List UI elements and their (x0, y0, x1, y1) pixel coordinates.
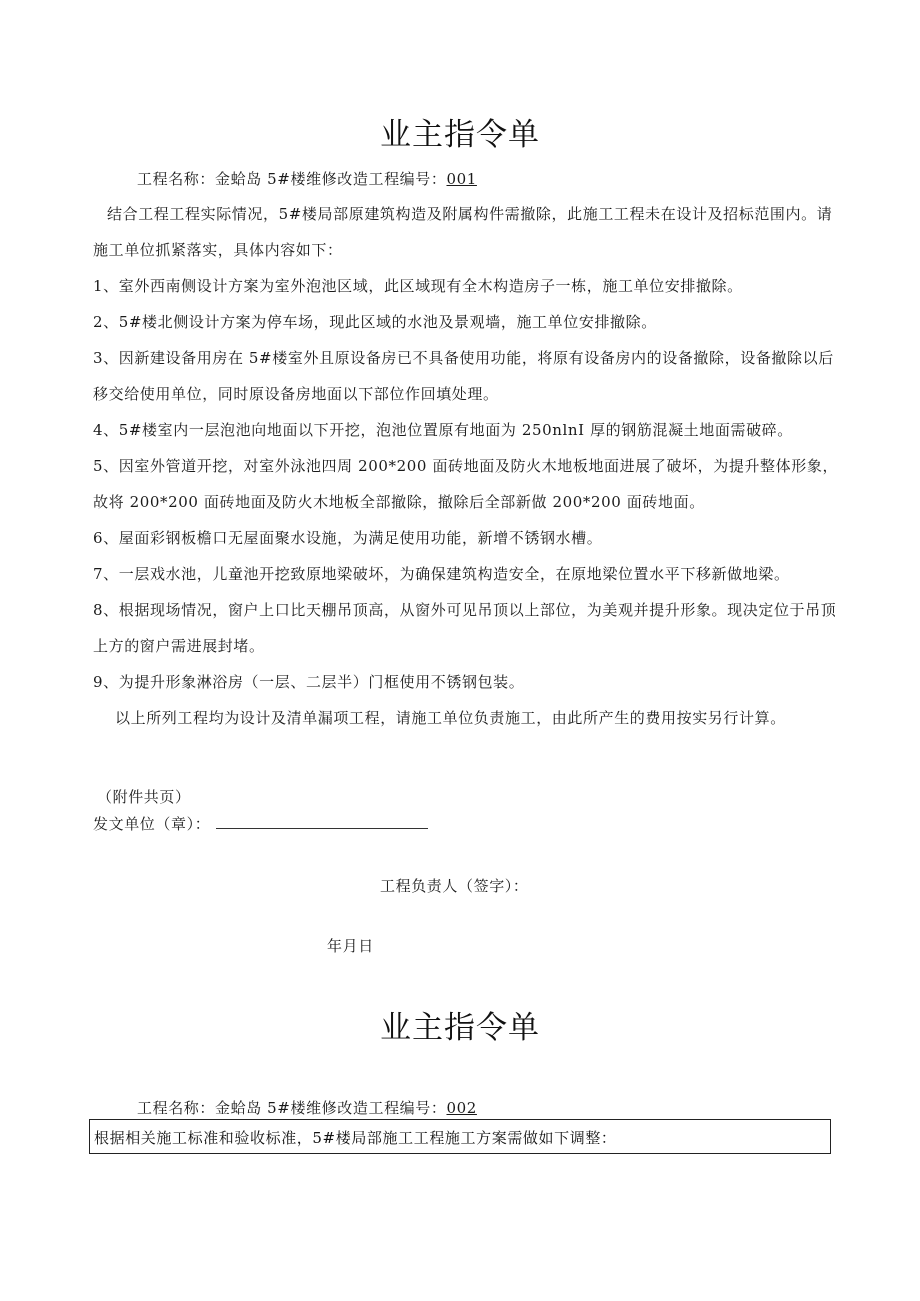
project-info-line (137, 168, 477, 189)
page-title: 业主指令单 (380, 117, 540, 153)
list-item: 5、因室外管道开挖，对室外泳池四周 200*200 面砖地面及防火木地板地面进展了破坏，为提升整体形象，故将 200*200 面砖地面及防火木地板全部撤除，撤除后全部新做 200*200 面砖地面。 (93, 457, 839, 511)
page-title-2: 业主指令单 (380, 1010, 540, 1046)
list-item: 6、屋面彩钢板檐口无屋面聚水设施，为满足使用功能，新增不锈钢水槽。 (93, 529, 603, 547)
list-item: 3、因新建设备用房在 5#楼室外且原设备房已不具备使用功能，将原有设备房内的设备撤除，设备撤除以后移交给使用单位，同时原设备房地面以下部位作回填处理。 (93, 349, 834, 403)
list-item: 4、5#楼室内一层泡池向地面以下开挖，泡池位置原有地面为 250nlnI 厚的钢筋混凝土地面需破碎。 (93, 421, 793, 439)
project-info-line-2 (137, 1097, 477, 1118)
instruction-box-text: 根据相关施工标准和验收标准，5#楼局部施工工程施工方案需做如下调整： (94, 1129, 617, 1147)
signer-label: 工程负责人（签字）： (380, 877, 529, 895)
list-item: 9、为提升形象淋浴房（一层、二层半）门框使用不锈钢包装。 (93, 673, 525, 691)
list-item: 1、室外西南侧设计方案为室外泡池区域，此区域现有全木构造房子一栋，施工单位安排撤除。 (93, 277, 743, 295)
list-item: 7、一层戏水池，儿童池开挖致原地梁破坏，为确保建筑构造安全，在原地梁位置水平下移新做地梁。 (93, 565, 790, 583)
instruction-box (89, 1119, 831, 1154)
project-number: 001 (446, 170, 477, 188)
intro-paragraph: 结合工程工程实际情况，5#楼局部原建筑构造及附属构件需撤除，此施工工程未在设计及招标范围内。请施工单位抓紧落实，具体内容如下： (93, 205, 833, 259)
project-number-2: 002 (446, 1099, 477, 1117)
project-info-prefix-2: 工程名称：金蛤岛 5#楼维修改造工程编号： (137, 1099, 447, 1117)
closing-paragraph: 以上所列工程均为设计及清单漏项工程，请施工单位负责施工，由此所产生的费用按实另行计算。 (115, 709, 786, 727)
attachment-note: （附件共页） (97, 788, 191, 806)
instruction-body (93, 196, 845, 736)
date-label: 年月日 (327, 937, 374, 955)
issuer-blank (216, 814, 428, 829)
list-item: 2、5#楼北侧设计方案为停车场，现此区域的水池及景观墙，施工单位安排撤除。 (93, 313, 657, 331)
issuer-label: 发文单位（章）： (93, 815, 211, 833)
project-info-prefix: 工程名称：金蛤岛 5#楼维修改造工程编号： (137, 170, 447, 188)
issuer-line (93, 813, 428, 834)
list-item: 8、根据现场情况，窗户上口比天棚吊顶高，从窗外可见吊顶以上部位，为美观并提升形象。现决定位于吊顶上方的窗户需进展封堵。 (93, 601, 837, 655)
